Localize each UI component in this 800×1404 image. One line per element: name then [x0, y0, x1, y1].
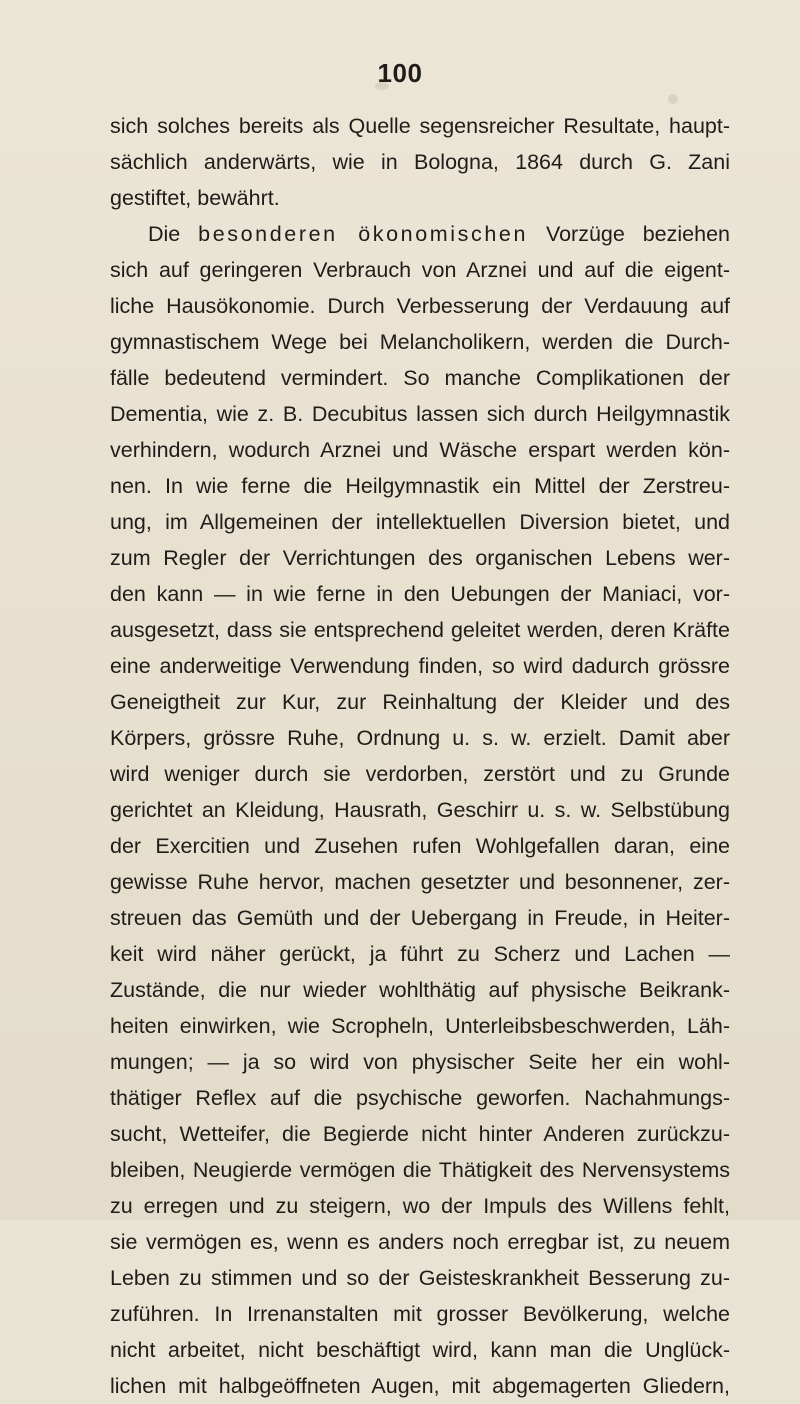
text-line: zum Regler der Verrichtungen des organischen Lebens wer-	[110, 546, 730, 570]
page-number: 100	[377, 58, 423, 88]
text-line: Geneigtheit zur Kur, zur Reinhaltung der Kleider und des	[110, 690, 730, 714]
text-line: gewisse Ruhe hervor, machen gesetzter und besonnener, zer-	[110, 870, 730, 894]
text-line: verhindern, wodurch Arznei und Wäsche erspart werden kön-	[110, 438, 730, 462]
text-line: Leben zu stimmen und so der Geisteskrankheit Besserung zu-	[110, 1266, 730, 1290]
text-line: fälle bedeutend vermindert. So manche Complikationen der	[110, 366, 730, 390]
text-line: eine anderweitige Verwendung finden, so wird dadurch grössre	[110, 654, 730, 678]
text-fragment: Vorzüge beziehen	[545, 222, 730, 246]
text-line: zuführen. In Irrenanstalten mit grosser Bevölkerung, welche	[110, 1302, 730, 1326]
text-line: heiten einwirken, wie Scropheln, Unterleibsbeschwerden, Läh-	[110, 1014, 730, 1038]
text-line: sächlich anderwärts, wie in Bologna, 1864 durch G. Zani	[110, 150, 730, 174]
text-line: sich auf geringeren Verbrauch von Arznei und auf die eigent-	[110, 258, 730, 282]
text-line: bleiben, Neugierde vermögen die Thätigkeit des Nervensystems	[110, 1158, 730, 1182]
text-line: nicht arbeitet, nicht beschäftigt wird, kann man die Unglück-	[110, 1338, 730, 1362]
text-line: gerichtet an Kleidung, Hausrath, Geschirr u. s. w. Selbstübung	[110, 798, 730, 822]
text-line: wird weniger durch sie verdorben, zerstört und zu Grunde	[110, 762, 730, 786]
text-line: der Exercitien und Zusehen rufen Wohlgefallen daran, eine	[110, 834, 730, 858]
text-line: ausgesetzt, dass sie entsprechend geleitet werden, deren Kräfte	[110, 618, 730, 642]
text-line: keit wird näher gerückt, ja führt zu Scherz und Lachen —	[110, 942, 730, 966]
text-line: sich solches bereits als Quelle segensreicher Resultate, haupt-	[110, 114, 730, 138]
body-text	[110, 108, 730, 1404]
text-line: den kann — in wie ferne in den Uebungen der Maniaci, vor-	[110, 582, 730, 606]
text-line: gymnastischem Wege bei Melancholikern, werden die Durch-	[110, 330, 730, 354]
text-line: mungen; — ja so wird von physischer Seite her ein wohl-	[110, 1050, 730, 1074]
text-line: zu erregen und zu steigern, wo der Impuls des Willens fehlt,	[110, 1194, 730, 1218]
spaced-emphasis-text: besonderen ökonomischen	[198, 222, 529, 246]
text-line: streuen das Gemüth und der Uebergang in Freude, in Heiter-	[110, 906, 730, 930]
text-line: nen. In wie ferne die Heilgymnastik ein Mittel der Zerstreu-	[110, 474, 730, 498]
text-line: Dementia, wie z. B. Decubitus lassen sich durch Heilgymnastik	[110, 402, 730, 426]
text-line: ung, im Allgemeinen der intellektuellen Diversion bietet, und	[110, 510, 730, 534]
text-line: Zustände, die nur wieder wohlthätig auf physische Beikrank-	[110, 978, 730, 1002]
text-fragment: Die	[148, 222, 181, 246]
ink-smudge	[668, 94, 678, 104]
text-line: thätiger Reflex auf die psychische geworfen. Nachahmungs-	[110, 1086, 730, 1110]
text-line: Körpers, grössre Ruhe, Ordnung u. s. w. erzielt. Damit aber	[110, 726, 730, 750]
text-line: sucht, Wetteifer, die Begierde nicht hinter Anderen zurückzu-	[110, 1122, 730, 1146]
text-line: sie vermögen es, wenn es anders noch erregbar ist, zu neuem	[110, 1230, 730, 1254]
text-line: liche Hausökonomie. Durch Verbesserung der Verdauung auf	[110, 294, 730, 318]
text-line: gestiftet, bewährt.	[110, 186, 280, 210]
text-line: lichen mit halbgeöffneten Augen, mit abgemagerten Gliedern,	[110, 1374, 730, 1398]
text-line-emphasis	[110, 216, 730, 252]
